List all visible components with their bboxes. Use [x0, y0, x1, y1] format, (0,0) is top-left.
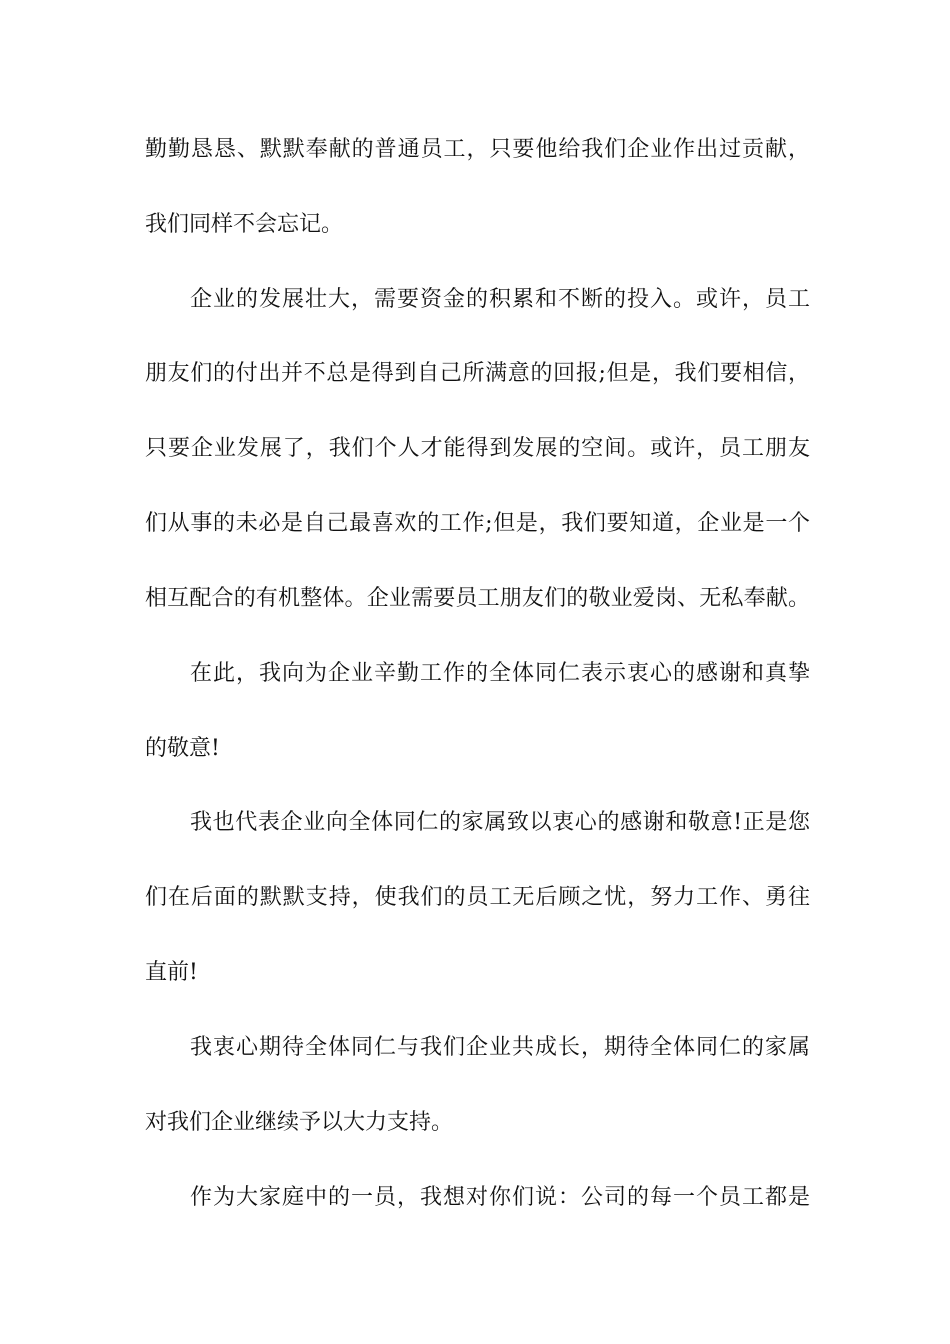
- text-line-7: 相互配合的有机整体。企业需要员工朋友们的敬业爱岗、无私奉献。: [145, 586, 810, 611]
- text-line-5: 只要企业发展了，我们个人才能得到发展的空间。或许，员工朋友: [145, 436, 810, 461]
- text-line-9: 的敬意!: [145, 736, 220, 761]
- text-line-8: 在此，我向为企业辛勤工作的全体同仁表示衷心的感谢和真挚: [190, 661, 810, 686]
- text-line-13: 我衷心期待全体同仁与我们企业共成长，期待全体同仁的家属: [190, 1035, 810, 1060]
- text-line-14: 对我们企业继续予以大力支持。: [145, 1110, 454, 1135]
- text-line-1: 勤勤恳恳、默默奉献的普通员工，只要他给我们企业作出过贡献，: [145, 137, 810, 162]
- text-line-15: 作为大家庭中的一员，我想对你们说：公司的每一个员工都是: [190, 1185, 810, 1210]
- text-line-4: 朋友们的付出并不总是得到自己所满意的回报;但是，我们要相信，: [145, 361, 810, 386]
- text-line-10: 我也代表企业向全体同仁的家属致以衷心的感谢和敬意!正是您: [190, 810, 810, 835]
- text-line-11: 们在后面的默默支持，使我们的员工无后顾之忧，努力工作、勇往: [145, 885, 810, 910]
- text-line-6: 们从事的未必是自己最喜欢的工作;但是，我们要知道，企业是一个: [145, 511, 810, 536]
- text-line-3: 企业的发展壮大，需要资金的积累和不断的投入。或许，员工: [190, 287, 810, 312]
- text-line-2: 我们同样不会忘记。: [145, 212, 344, 237]
- text-line-12: 直前!: [145, 960, 198, 985]
